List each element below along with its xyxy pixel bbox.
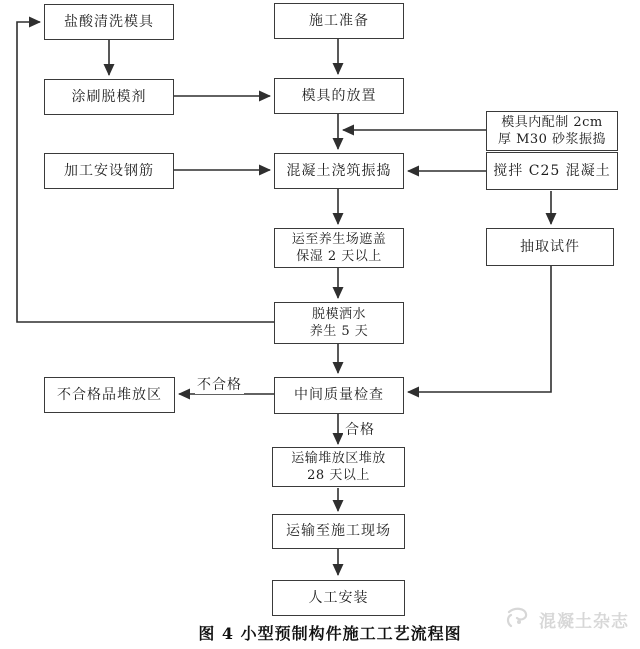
node-label: 混凝土浇筑振捣: [286, 162, 392, 179]
node-label: 不合格品堆放区: [57, 386, 162, 403]
node-cure-cover-moist: [274, 228, 404, 268]
node-label-line2: 厚 M30 砂浆振捣: [497, 132, 607, 147]
node-acid-clean-mold: [44, 4, 174, 40]
node-label: 搅拌 C25 混凝土: [493, 162, 611, 179]
node-label-line1: 运输堆放区堆放: [291, 450, 386, 466]
edge-label-pass: 合格: [343, 419, 377, 439]
node-label: 运输至施工现场: [286, 523, 391, 540]
node-take-test-specimens: [486, 228, 614, 266]
node-mortar-in-mold-note: [486, 111, 618, 151]
node-label: 涂刷脱模剂: [71, 88, 147, 105]
node-intermediate-quality-check: [274, 377, 404, 414]
node-label: 盐酸清洗模具: [64, 13, 154, 30]
node-label: 加工安设钢筋: [64, 162, 154, 179]
node-label-line2: 28 天以上: [307, 468, 370, 483]
node-mix-c25-concrete: [486, 152, 618, 190]
node-mold-placement: [274, 78, 404, 114]
watermark-text: 混凝土杂志: [539, 611, 629, 632]
node-label: 施工准备: [309, 12, 369, 29]
node-label-line1: 脱模洒水: [311, 306, 366, 322]
figure-caption: 图 4 小型预制构件施工工艺流程图: [198, 624, 462, 643]
node-concrete-pour-vibrate: [274, 153, 404, 189]
node-label-line2: 保湿 2 天以上: [296, 249, 382, 264]
node-label: 模具的放置: [301, 87, 377, 104]
node-construction-prep: [274, 3, 404, 39]
node-label: 中间质量检查: [294, 387, 384, 404]
node-label-line1: 运至养生场遮盖: [291, 231, 387, 247]
node-install-rebar: [44, 153, 174, 189]
watermark: [505, 606, 629, 632]
edge-label-fail: 不合格: [195, 374, 244, 394]
node-transport-to-site: [272, 514, 405, 549]
node-label: 人工安装: [308, 589, 369, 606]
node-label-line2: 养生 5 天: [309, 324, 369, 339]
magazine-logo-icon: [505, 606, 533, 632]
node-manual-install: [272, 580, 405, 616]
node-label: 抽取试件: [520, 238, 580, 255]
node-label-line1: 模具内配制 2cm: [501, 114, 603, 130]
node-brush-release-agent: [44, 79, 174, 115]
node-reject-stacking-area: [44, 377, 175, 413]
node-stack-28-days: [272, 447, 405, 487]
node-demold-water-cure: [274, 302, 404, 344]
